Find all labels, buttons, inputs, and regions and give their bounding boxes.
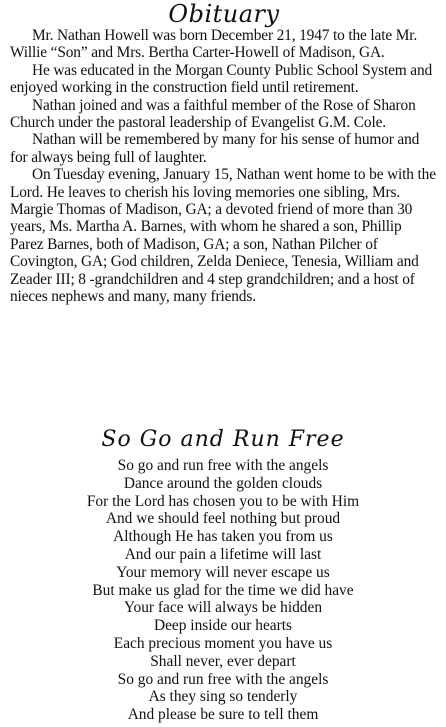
- poem-line: So go and run free with the angels: [117, 457, 329, 474]
- poem-line: And our pain a lifetime will last: [124, 545, 322, 563]
- obituary-paragraph-birth: Mr. Nathan Howell was born December 21, 1947 to the late Mr. Willie “Son” and Mrs. Bertha Carter-Howell of Madison, GA.: [10, 27, 418, 62]
- poem-line: And we should feel nothing but proud: [105, 510, 341, 528]
- obituary-paragraph-education: He was educated in the Morgan County Public School System and enjoyed working in the construction field until retirement.: [10, 61, 433, 97]
- poem-line: And please be sure to tell them: [127, 706, 319, 724]
- poem-line: As they sing so tenderly: [148, 688, 298, 706]
- poem-title: So Go and Run Free: [101, 427, 345, 452]
- obituary-paragraph-remembrance: Nathan will be remembered by many for his sense of humor and for always being full of laughter.: [10, 131, 420, 166]
- obituary-title: Obituary: [168, 0, 280, 28]
- poem-line: Your memory will never escape us: [116, 563, 330, 581]
- obituary-paragraph-survivors: On Tuesday evening, January 15, Nathan went home to be with the Lord. He leaves to cherish his loving memories one sibling, Mrs. Margie Thomas of Madison, GA; a devoted friend of more than 30 years, Ms. Martha A. Barnes, with whom he shared a son, Phillip Parez Barnes, both of Madison, GA; a son, Nathan Pilcher of Covington, GA; God children, Zelda Deniece, Tenesia, William and Zeader III; 8 -grandchildren and 4 step grandchildren; and a host of nieces nephews and many, many friends.: [10, 166, 436, 306]
- poem-line: Each precious moment you have us: [113, 634, 333, 652]
- poem-line: For the Lord has chosen you to be with Him: [86, 492, 360, 510]
- obituary-paragraph-church: Nathan joined and was a faithful member of the Rose of Sharon Church under the pastoral leadership of Evangelist G.M. Cole.: [10, 96, 416, 132]
- poem-lines: [0, 457, 446, 724]
- poem-line: So go and run free with the angels: [117, 670, 329, 688]
- poem-line: Dance around the golden clouds: [123, 474, 323, 492]
- poem-line: Deep inside our hearts: [153, 617, 293, 635]
- poem-line: But make us glad for the time we did have: [92, 581, 354, 599]
- poem-line: Shall never, ever depart: [150, 652, 296, 670]
- poem-line: Your face will always be hidden: [123, 599, 323, 617]
- poem-line: Although He has taken you from us: [113, 528, 333, 546]
- obituary-body: [10, 27, 438, 306]
